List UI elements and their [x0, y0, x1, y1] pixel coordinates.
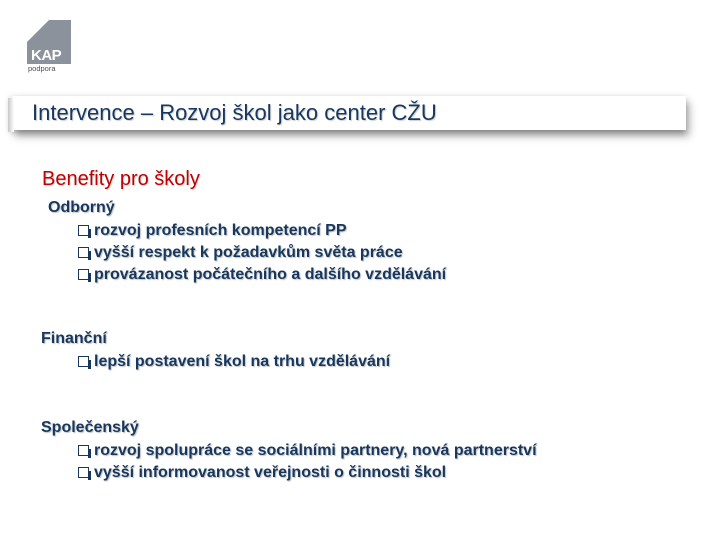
list-item: lepší postavení škol na trhu vzdělávání — [78, 351, 390, 373]
section-label-odborny: Odborný — [48, 199, 115, 216]
section-list-spolecensky — [78, 440, 537, 484]
checkbox-bullet-icon — [78, 247, 89, 258]
slide-title: Intervence – Rozvoj škol jako center CŽU — [32, 100, 437, 125]
checkbox-bullet-icon — [78, 467, 89, 478]
kap-podpora-logo — [27, 20, 71, 74]
title-banner — [12, 96, 686, 130]
list-item: provázanost počátečního a dalšího vzdělávání — [78, 264, 446, 286]
logo-subtitle: podpora — [28, 64, 56, 73]
checkbox-bullet-icon — [78, 269, 89, 280]
logo-word: KAP — [31, 47, 62, 64]
list-item: rozvoj spolupráce se sociálními partnery, nová partnerství — [78, 440, 537, 462]
list-item: vyšší informovanost veřejnosti o činnosti škol — [78, 462, 537, 484]
logo-mark-icon — [27, 20, 71, 64]
checkbox-bullet-icon — [78, 225, 89, 236]
section-label-spolecensky: Společenský — [41, 419, 139, 436]
benefits-heading: Benefity pro školy — [42, 168, 200, 190]
section-list-financni — [78, 351, 390, 373]
section-list-odborny — [78, 220, 446, 286]
checkbox-bullet-icon — [78, 356, 89, 367]
list-item: vyšší respekt k požadavkům světa práce — [78, 242, 446, 264]
section-label-financni: Finanční — [41, 330, 107, 347]
checkbox-bullet-icon — [78, 445, 89, 456]
list-item: rozvoj profesních kompetencí PP — [78, 220, 446, 242]
